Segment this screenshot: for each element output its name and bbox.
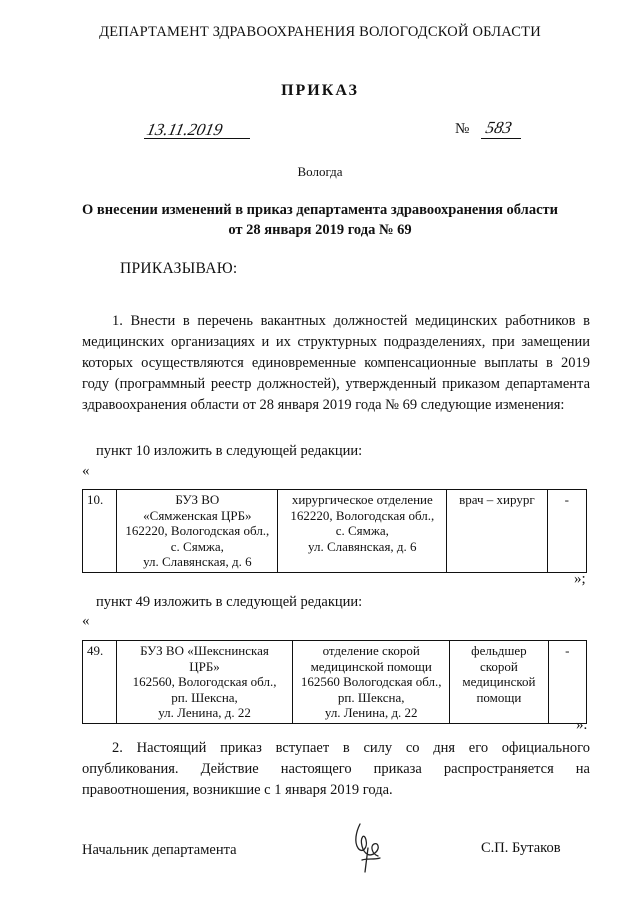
unit-line: ул. Ленина, д. 22 xyxy=(324,705,418,720)
unit-line: ул. Славянская, д. 6 xyxy=(308,538,417,554)
org-line: ЦРБ» xyxy=(189,658,220,674)
item49-open-quote: « xyxy=(82,613,90,629)
unit-line: хирургическое отделение xyxy=(291,492,433,507)
item10-open-quote: « xyxy=(82,463,90,479)
extra-cell: - xyxy=(548,641,586,724)
unit-line: 162220, Вологодская обл., xyxy=(290,507,435,523)
date-underline xyxy=(144,138,250,139)
position-cell xyxy=(447,490,547,573)
number-underline xyxy=(481,138,521,139)
signatory-name: С.П. Бутаков xyxy=(481,840,561,856)
order-word: ПРИКАЗЫВАЮ: xyxy=(120,260,238,277)
extra-cell: - xyxy=(547,490,587,573)
unit-line: с. Сямжа, xyxy=(335,523,389,538)
title-line-2: от 28 января 2019 года № 69 xyxy=(228,222,412,238)
unit-cell xyxy=(293,641,450,724)
org-line: «Сямженская ЦРБ» xyxy=(143,507,252,523)
org-line: ул. Ленина, д. 22 xyxy=(158,705,251,720)
city: Вологда xyxy=(297,164,343,179)
org-line: 162220, Вологодская обл., xyxy=(125,523,270,538)
order-date: 13.11.2019 xyxy=(145,120,225,139)
position-cell xyxy=(450,641,549,724)
signatory-title: Начальник департамента xyxy=(82,842,237,858)
unit-line: отделение скорой xyxy=(322,643,420,658)
item10-table xyxy=(82,489,587,573)
department-header: ДЕПАРТАМЕНТ ЗДРАВООХРАНЕНИЯ ВОЛОГОДСКОЙ ОБЛАСТИ xyxy=(99,24,541,40)
unit-cell xyxy=(278,490,447,573)
unit-line: рп. Шексна, xyxy=(337,689,405,705)
org-line: 162560, Вологодская обл., xyxy=(132,674,277,689)
row-number: 49. xyxy=(83,641,117,724)
org-line: БУЗ ВО xyxy=(175,492,220,507)
position-line: фельдшер xyxy=(471,643,527,658)
position-line: медицинской xyxy=(462,674,536,689)
org-line: ул. Славянская, д. 6 xyxy=(143,554,252,569)
handwritten-signature xyxy=(348,818,388,876)
org-line: БУЗ ВО «Шекснинская xyxy=(140,643,269,658)
table-row xyxy=(83,490,587,573)
paragraph-1: 1. Внести в перечень вакантных должностей медицинских работников в медицинских организациях и их структурных подразделениях, при замещении которых осуществляются единовременные компенсационные выплаты в 2019 году (программный реестр должностей), утвержденный приказом департамента здравоохранения области от 28 января 2019 года № 69 следующие изменения: xyxy=(82,313,590,413)
org-line: с. Сямжа, xyxy=(170,538,224,554)
item49-intro: пункт 49 изложить в следующей редакции: xyxy=(96,594,363,610)
document-type: ПРИКАЗ xyxy=(281,82,359,99)
row-number: 10. xyxy=(83,490,117,573)
document-title xyxy=(60,200,580,240)
org-cell xyxy=(116,641,293,724)
position-line: помощи xyxy=(476,689,522,705)
org-cell xyxy=(117,490,278,573)
item49-table xyxy=(82,640,587,724)
position-line: скорой xyxy=(479,658,518,674)
unit-line: 162560 Вологодская обл., xyxy=(300,674,442,689)
position-line: врач – хирург xyxy=(459,492,535,507)
unit-line: медицинской помощи xyxy=(310,658,432,674)
item10-intro: пункт 10 изложить в следующей редакции: xyxy=(96,443,363,459)
order-number-label: № xyxy=(455,121,470,137)
item49-close-quote: ». xyxy=(576,717,588,733)
paragraph-2: 2. Настоящий приказ вступает в силу со дня его официального опубликования. Действие настоящего приказа распространяется на правоотношения, возникшие с 1 января 2019 года. xyxy=(82,740,590,798)
table-row xyxy=(83,641,587,724)
org-line: рп. Шексна, xyxy=(171,689,238,705)
order-number: 583 xyxy=(484,118,514,137)
title-line-1: О внесении изменений в приказ департамента здравоохранения области xyxy=(82,202,558,218)
item10-close-quote: »; xyxy=(574,571,586,587)
